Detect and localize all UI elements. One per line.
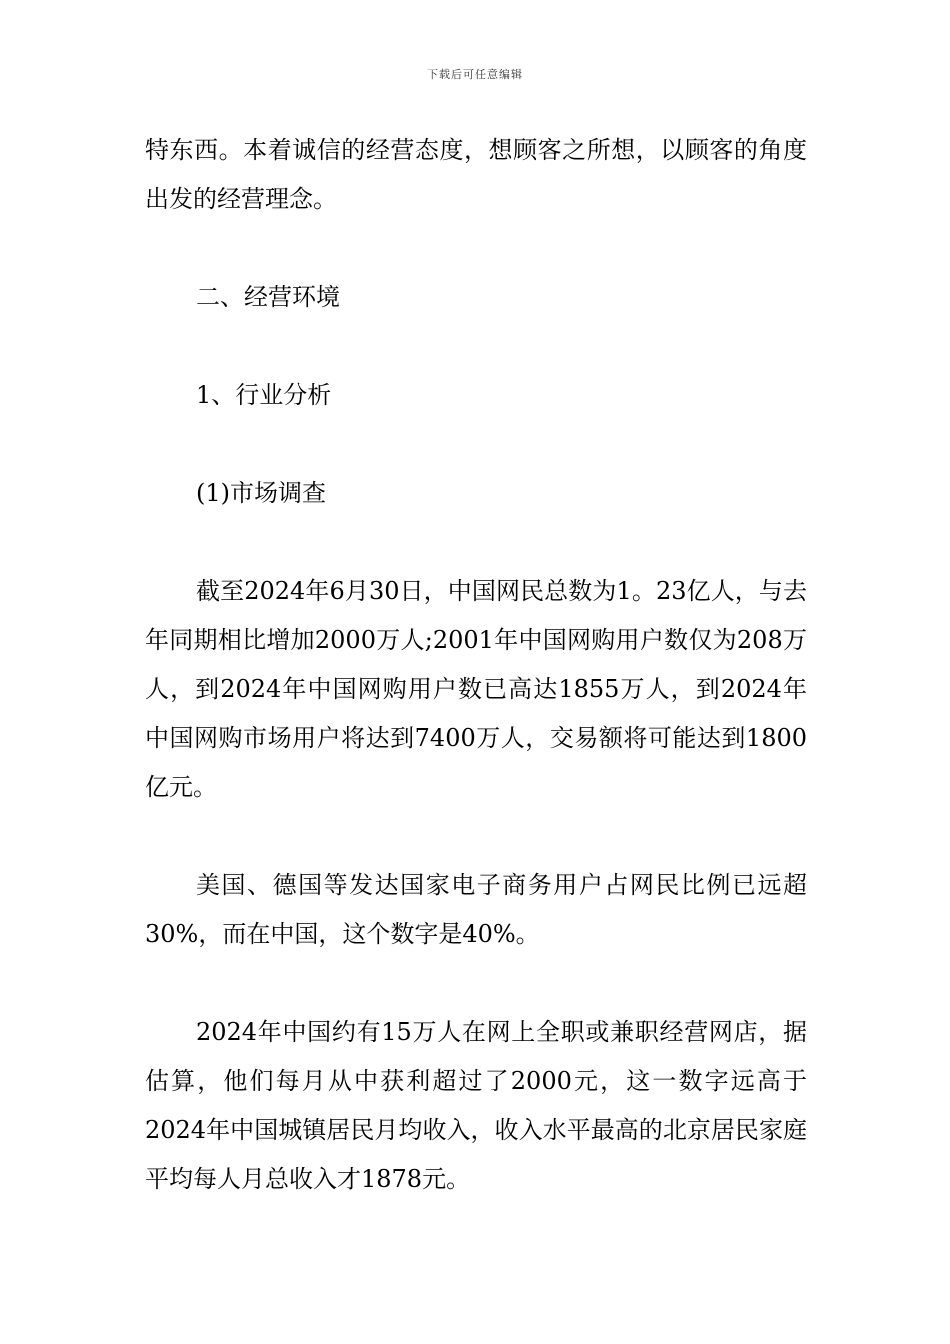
- document-body: [145, 126, 807, 1204]
- paragraph-online-stores: 2024年中国约有15万人在网上全职或兼职经营网店，据估算，他们每月从中获利超过了2000元，这一数字远高于2024年中国城镇居民月均收入，收入水平最高的北京居民家庭平均每人月总收入才1878元。: [145, 1018, 807, 1193]
- sub-subsection-heading: (1)市场调查: [196, 479, 326, 507]
- page-header-note: 下载后可任意编辑: [427, 68, 523, 81]
- paragraph-spacer: [145, 959, 807, 1008]
- paragraph-spacer: [145, 518, 807, 567]
- paragraph-market-data: 截至2024年6月30日，中国网民总数为1。23亿人，与去年同期相比增加2000万人;2001年中国网购用户数仅为208万人，到2024年中国网购用户数已高达1855万人，到2024年中国网购市场用户将达到7400万人，交易额将可能达到1800亿元。: [145, 577, 807, 801]
- paragraph-spacer: [145, 812, 807, 861]
- paragraph-continuation: 特东西。本着诚信的经营态度，想顾客之所想，以顾客的角度出发的经营理念。: [145, 136, 807, 213]
- paragraph-spacer: [145, 420, 807, 469]
- section-heading: 二、经营环境: [196, 283, 340, 311]
- subsection-heading: 1、行业分析: [196, 381, 332, 409]
- paragraph-spacer: [145, 322, 807, 371]
- paragraph-spacer: [145, 224, 807, 273]
- paragraph-ecommerce-ratio: 美国、德国等发达国家电子商务用户占网民比例已远超30%，而在中国，这个数字是40%。: [145, 871, 807, 948]
